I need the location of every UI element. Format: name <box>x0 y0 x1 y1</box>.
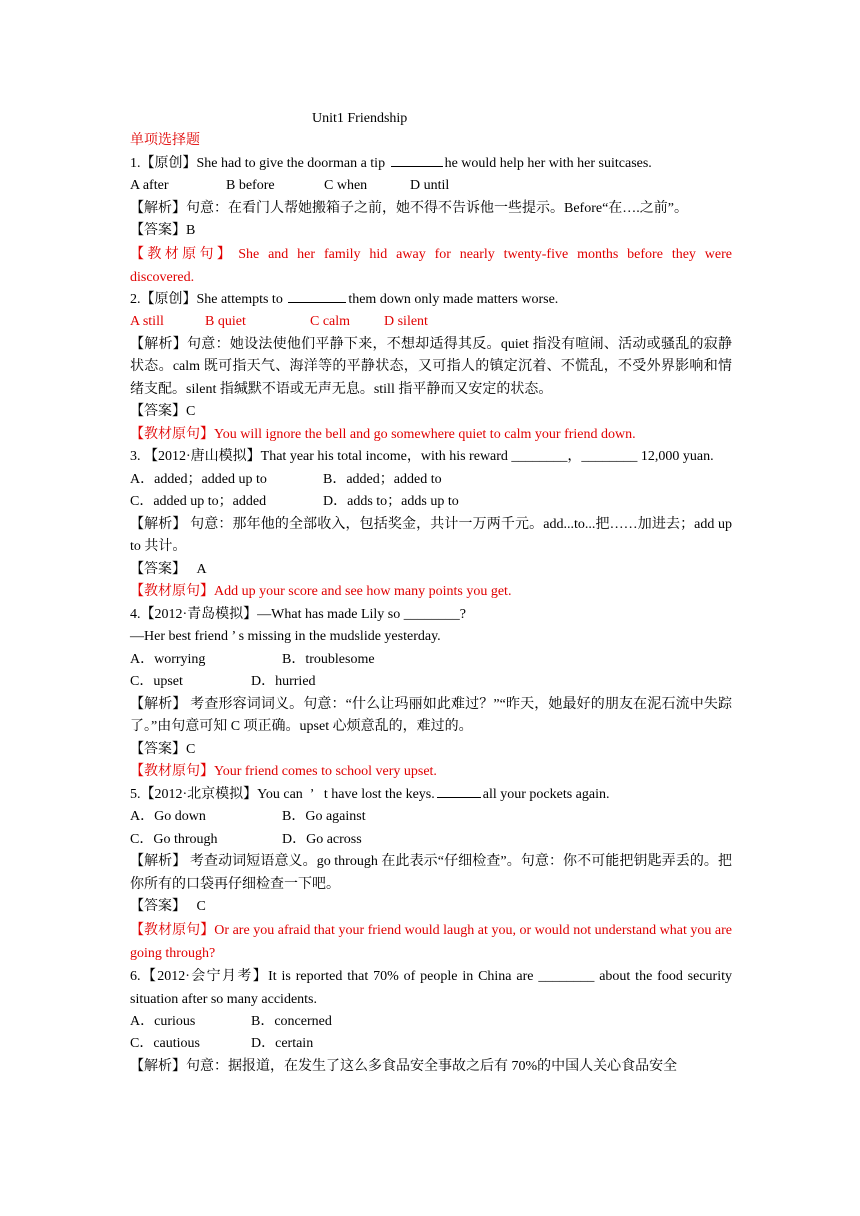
question-5-options-row-2 <box>130 829 732 852</box>
question-6-stem: 6.【2012·会宁月考】It is reported that 70% of people in China are ________ about the food security situation after so many accidents. <box>130 968 732 1007</box>
question-2-analysis: 【解析】句意：她设法使他们平静下来，不想却适得其反。quiet 指没有喧闹、活动或骚乱的寂静状态。calm 既可指天气、海洋等的平静状态，又可指人的镇定沉着、不慌乱，不受外界影响和情绪支配。silent 指缄默不语或无声无息。still 指平静而又安定的状态。 <box>130 336 732 397</box>
source-label: 【教材原句】 <box>130 764 214 779</box>
document-page <box>130 108 732 1078</box>
q5-stem-a: 5.【2012·北京模拟】You can ’ t have lost the keys. <box>130 786 435 802</box>
question-2-answer: 【答案】C <box>130 404 196 419</box>
option-b: B before <box>226 178 275 193</box>
option-b: B．troublesome <box>282 651 375 667</box>
question-6-analysis: 【解析】句意：据报道，在发生了这么多食品安全事故之后有 70%的中国人关心食品安全 <box>130 1058 678 1074</box>
question-1-stem <box>130 153 732 176</box>
question-3-source <box>130 581 732 604</box>
option-a: A after <box>130 178 169 193</box>
q1-stem-b: he would help her with her suitcases. <box>444 155 652 171</box>
option-b: B．Go against <box>282 809 366 824</box>
source-text: Your friend comes to school very upset. <box>214 764 437 779</box>
option-d: D until <box>410 178 450 193</box>
question-3-answer: 【答案】 A <box>130 561 207 577</box>
question-2-options <box>130 311 732 334</box>
source-text: Add up your score and see how many points you get. <box>214 584 512 599</box>
question-1-answer: 【答案】B <box>130 223 196 238</box>
option-d: D．certain <box>251 1036 314 1051</box>
option-a: A．curious <box>130 1013 196 1029</box>
question-5-stem <box>130 784 732 807</box>
source-label: 【教材原句】 <box>130 584 214 599</box>
q2-stem-b: them down only made matters worse. <box>348 291 559 307</box>
question-3-options-row-2 <box>130 491 732 514</box>
question-4-answer: 【答案】C <box>130 741 196 757</box>
option-b: B．added；added to <box>323 471 442 487</box>
question-3-options-row-1 <box>130 469 732 492</box>
option-c: C calm <box>310 314 351 329</box>
answer-blank <box>288 289 346 303</box>
option-b: B．concerned <box>251 1013 332 1029</box>
option-a: A．Go down <box>130 809 206 824</box>
question-4-source <box>130 761 732 784</box>
option-c: C．Go through <box>130 831 218 847</box>
source-text: She and her family hid away for nearly twenty-five months before they were discovered. <box>130 246 733 285</box>
page-title: Unit1 Friendship <box>312 111 408 126</box>
question-1-options <box>130 175 732 198</box>
question-5-source <box>130 919 732 965</box>
option-c: C．upset <box>130 674 183 689</box>
question-4-analysis: 【解析】 考查形容词词义。句意：“什么让玛丽如此难过？”“昨天，她最好的朋友在泥石流中失踪了。”由句意可知 C 项正确。upset 心烦意乱的，难过的。 <box>130 696 732 734</box>
q1-stem-a: 1.【原创】She had to give the doorman a tip <box>130 155 386 171</box>
question-4-reply: —Her best friend ’ s missing in the mudslide yesterday. <box>130 629 441 644</box>
question-4-options-row-2 <box>130 671 732 694</box>
question-1-analysis: 【解析】句意：在看门人帮她搬箱子之前，她不得不告诉他一些提示。Before“在….之前”。 <box>130 200 689 216</box>
question-3-analysis: 【解析】 句意：那年他的全部收入，包括奖金，共计一万两千元。add...to...把……加进去；add up to 共计。 <box>130 516 732 554</box>
option-c: C．cautious <box>130 1036 200 1051</box>
source-label: 【教材原句】 <box>130 246 235 262</box>
question-5-answer: 【答案】 C <box>130 899 206 914</box>
option-a: A．added；added up to <box>130 471 267 487</box>
section-heading: 单项选择题 <box>130 133 200 148</box>
option-c: C when <box>324 178 368 193</box>
question-3-stem: 3. 【2012·唐山模拟】That year his total income，with his reward ________，________ 12,000 yuan. <box>130 449 714 464</box>
q5-stem-b: all your pockets again. <box>482 786 610 802</box>
source-text: Or are you afraid that your friend would laugh at you, or would not understand what you are going through? <box>130 922 733 961</box>
question-6-options-row-2 <box>130 1033 732 1056</box>
option-d: D．Go across <box>282 831 362 847</box>
question-2-stem <box>130 289 732 312</box>
option-b: B quiet <box>205 314 246 329</box>
option-d: D．hurried <box>251 674 316 689</box>
question-5-analysis: 【解析】 考查动词短语意义。go through 在此表示“仔细检查”。句意：你不可能把钥匙弄丢的。把你所有的口袋再仔细检查一下吧。 <box>130 854 732 892</box>
answer-blank <box>437 784 481 798</box>
option-a: A still <box>130 314 164 329</box>
option-c: C．added up to；added <box>130 494 267 509</box>
option-d: D silent <box>384 314 428 329</box>
q2-stem-a: 2.【原创】She attempts to <box>130 291 283 307</box>
question-4-options-row-1 <box>130 649 732 672</box>
source-label: 【教材原句】 <box>130 922 215 938</box>
source-label: 【教材原句】 <box>130 426 214 442</box>
option-d: D．adds to；adds up to <box>323 494 459 509</box>
question-5-options-row-1 <box>130 806 732 829</box>
question-1-source <box>130 243 732 289</box>
question-2-source <box>130 424 732 447</box>
source-text: You will ignore the bell and go somewhere quiet to calm your friend down. <box>214 426 636 442</box>
answer-blank <box>391 153 443 167</box>
question-4-stem: 4.【2012·青岛模拟】—What has made Lily so ________? <box>130 606 466 622</box>
question-6-options-row-1 <box>130 1011 732 1034</box>
option-a: A．worrying <box>130 651 206 667</box>
